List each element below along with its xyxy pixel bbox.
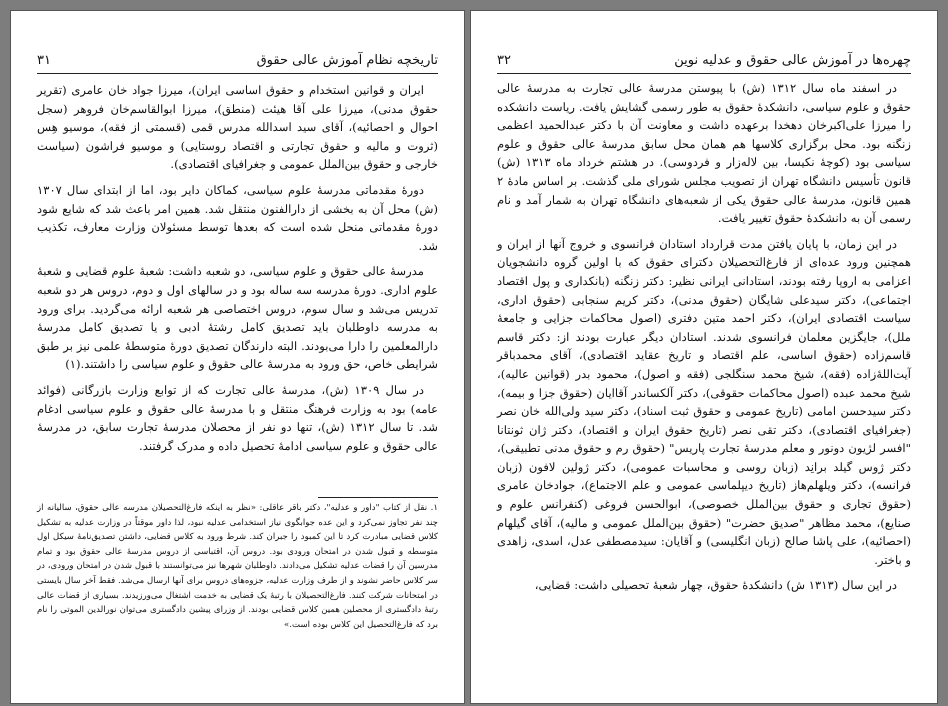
paragraph: در این زمان، با پایان یافتن مدت قرارداد استادان فرانسوی و خروج آنها از ایران و همچنین ورود عده‌ای از فارغ‌التحصیلان دکترای حقوق که با اولین گروه دانشجویان اعزامی به اروپا رفته بودند، استادانی ایرانی نظیر: دکتر زنگنه (بانکداری و پول اقتصاد اجتماعی)، دکتر سیدعلی شایگان (حقوق مدنی)، دکتر کریم سنجابی (حقوق اداری، سیاست اقتصادی ایران)، دکتر احمد متین دفتری (اصول محاکمات جزایی و جامعهٔ ملل)، جایگزین معلمان فرانسوی شدند. استادان دیگر عبارت بودند از: دکتر قاسم قاسم‌زاده (حقوق اساسی، علم اقتصاد و تاریخ عقاید اقتصادی)، آقای محمدباقر آیت‌اللهٔ‌زاده (فقه)، شیخ محمد سنگلجی (فقه و اصول)، محمود بدر (قوانین عالیه)، شیخ محمد عبده (اصول محاکمات حقوقی)، دکتر آلکساندر آقاایان (حقوق جزا و بیمه)، دکتر سیدحسن امامی (تاریخ عمومی و حقوق ثبت اسناد)، دکتر سید ولی‌الله خان نصر (جغرافیای اقتصادی)، دکتر تقی نصر (تاریخ حقوق ایران و اقتصاد)، دکتر ژان ثونتانا "افسر لژیون دونور و معلم مدرسهٔ تجارت پاریس" (حقوق رم و حقوق مدنی تطبیقی)، دکتر ژوس گیلد برانِد (زبان روسی و محاسبات عمومی)، دکتر ژولین لافون (زبان فرانسه)، دکتر ویلهلم‌هاز (تاریخ دیپلماسی عمومی و علم الاجتماع)، جوادخان عامری (حقوق تجاری و حقوق بین‌الملل خصوصی)، ابوالحسن فروغی (کنفرانس علوم و صنایع)، محمد مظاهر "صدیق حضرت" (حقوق بین‌الملل عمومی و مالیه)، آقای گیلهام (احصائیه)، علی پاشا صالح (زبان انگلیسی) و آقایان: سیدمصطفی عدل، اسدی، زاهدی و باختر.: [497, 236, 911, 567]
paragraph: دورهٔ مقدماتی مدرسهٔ علوم سیاسی، کماکان دایر بود، اما از ابتدای سال ۱۳۰۷ (ش) محل آن به بخشی از دارالفنون منتقل شد. همین امر باعث شد که شایع شود دورهٔ مقدماتی منحل شده است که بعدها توسط مسئولان وزارت معارف، تکذیب شد.: [37, 182, 438, 253]
running-header: [37, 51, 438, 74]
paragraph: در سال ۱۳۰۹ (ش)، مدرسهٔ عالی تجارت که از توابع وزارت بازرگانی (فوائد عامه) بود به وزارت فرهنگ منتقل و با مدرسهٔ عالی حقوق و علوم سیاسی ادغام شد. تا سال ۱۳۱۲ (ش)، تنها دو نفر از محصلان مدرسهٔ تجارت سابق، در مدرسهٔ عالی حقوق و علوم سیاسی ادامهٔ تحصیل داده و مدرک گرفتند.: [37, 382, 438, 453]
page-number: ۳۲: [497, 53, 511, 68]
header-title: چهره‌ها در آموزش عالی حقوق و عدلیه نوین: [674, 53, 911, 68]
body-text: [37, 81, 438, 462]
footnote-separator: [318, 497, 438, 498]
paragraph: در این سال (۱۳۱۳ ش) دانشکدهٔ حقوق، چهار شعبهٔ تحصیلی داشت: قضایی،: [534, 578, 897, 593]
page-number: ۳۱: [37, 53, 51, 68]
footnote-text: ۱. نقل از کتاب "داور و عدلیه"، دکتر باقر عاقلی: «نظر به اینکه فارغ‌التحصیلان مدرسه عالی حقوق، سالیانه از چند نفر تجاوز نمی‌کرد و این عده جوابگوی نیاز استخدامی عدلیه نبود، لذا داور موقتاً در وزارت عدلیه به تشکیل کلاس قضایی مبادرت کرد تا این کمبود را جبران کند. شرط ورود به کلاس قضایی، داشتن تصدیق‌نامهٔ سیکل اول متوسطه و قبول شدن در امتحان ورودی بود. دروس آن، اقتباسی از دروس مدرسهٔ عالی حقوق بود و تمام مدرسین آن را قضات عدلیه تشکیل می‌دادند. داوطلبان شهرها نیز می‌توانستند با قبول شدن در امتحان ورودی، در سر کلاس حاضر نشوند و از طرف وزارت عدلیه، جزوه‌های دروس برای آنها ارسال می‌شد. فقط آخر سال بایستی در امتحانات شرکت کنند. فارغ‌التحصیلان با رتبهٔ یک قضایی به خدمت اشتغال می‌ورزیدند. بسیاری از قضات عالی رتبهٔ دادگستری از محصلین همین کلاس قضایی بودند. از وزرای پیشین دادگستری می‌توان نورالدین الموتی را نام برد که فارغ‌التحصیل این کلاس بوده است.»: [37, 503, 438, 630]
footnote: [37, 501, 438, 632]
header-title: تاریخچه نظام آموزش عالی حقوق: [256, 53, 438, 68]
paragraph: ایران و قوانین استخدام و حقوق اساسی ایران)، میرزا جواد خان عامری (تقریر حقوق مدنی)، میرزا علی آقا هیئت (منطق)، میرزا ابوالقاسم‌خان فروهر (سجل احوال و احصائیه)، آقای سید اسدالله مدرس قمی (قسمتی از فقه)، موسیو هِس (ثروت و مالیه و حقوق تجارتی و اقتصاد روستایی) و موسیو فراشون (سیاست خارجی و حقوق بین‌الملل عمومی و جغرافیای اقتصادی).: [37, 83, 438, 172]
paragraph: در اسفند ماه سال ۱۳۱۲ (ش) با پیوستن مدرسهٔ عالی تجارت به مدرسهٔ عالی حقوق و علوم سیاسی، دانشکدهٔ حقوق به طور رسمی گشایش یافت. ریاست دانشکده را میرزا علی‌اکبرخان دهخدا برعهده داشت و معاونت آن با دکتر عبدالحمید اعظمی زنگنه بود. محل برگزاری کلاسها هم همان محل سابق مدرسهٔ عالی حقوق و علوم سیاسی بود (کوچهٔ نکیسا، بین لاله‌زار و فردوسی). در هشتم خرداد ماه ۱۳۱۳ (ش) قانون تأسیس دانشگاه تهران از تصویب مجلس شورای ملی گذشت. بر اساس مادهٔ ۲ همین قانون، مدرسهٔ عالی حقوق یکی از شعبه‌های دانشگاه تهران به شمار آمد و نام رسمی آن به دانشکدهٔ حقوق تغییر یافت.: [497, 81, 911, 226]
left-page: [10, 10, 465, 704]
body-text: [497, 79, 911, 602]
right-page: [470, 10, 938, 704]
paragraph: مدرسهٔ عالی حقوق و علوم سیاسی، دو شعبه داشت: شعبهٔ علوم قضایی و شعبهٔ علوم اداری. دورهٔ مدرسه سه ساله بود و در سالهای اول و دوم، دروس هر دو شعبه تدریس می‌شد و سال سوم، دروس اختصاصی هر شعبه ارائه می‌گردید. برای ورود به مدرسه داوطلبان باید تصدیق کامل رشتهٔ ادبی و یا تصدیق کامل مدرسهٔ دارالمعلمین را دارا می‌بودند. البته دارندگان تصدیق دورهٔ متوسطهٔ علمی نیز بر طبق شرایطی خاص، حق ورود به مدرسهٔ عالی حقوق و علوم سیاسی را داشتند.(۱): [37, 264, 438, 372]
running-header: [497, 51, 911, 74]
